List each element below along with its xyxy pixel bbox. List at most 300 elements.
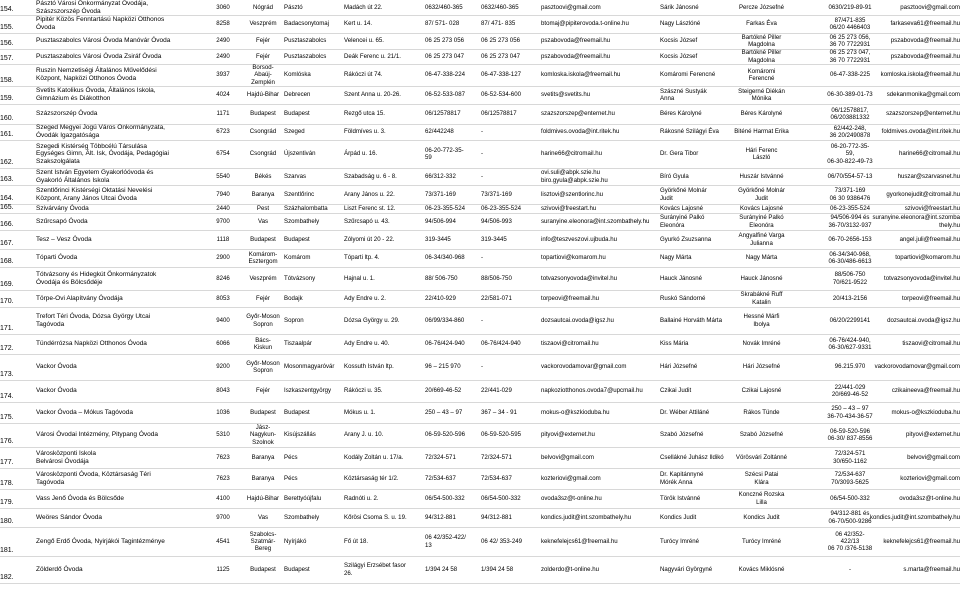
contact-phone-cell: 06/54-500-332	[830, 494, 870, 502]
institution-name-cell: Szent István Egyetem Gyakorlóóvoda és Gyakorló Általános Iskola	[36, 168, 154, 184]
street-address-cell: Velencei u. 65.	[344, 37, 384, 45]
email-cell: lisztovi@szentlorinc.hu	[541, 190, 604, 198]
county-cell: Budapest	[250, 565, 276, 573]
fax-cell: 367 – 34 - 91	[481, 408, 517, 416]
phone-cell: 73/371-169	[425, 190, 456, 198]
email-cell: mokus-o@kszkioduba.hu	[541, 408, 610, 416]
town-cell: Sopron	[284, 316, 304, 324]
contact-phone-cell: 06-34/340-968, 06-30/486-6613	[828, 250, 872, 265]
postal-code-cell: 8246	[216, 274, 230, 282]
town-cell: Budapest	[284, 565, 310, 573]
contact-phone-cell: 06-59-520-596 06-30/ 837-8556	[827, 427, 873, 442]
fax-cell: 22/581-071	[481, 294, 512, 302]
contact-email-cell: topartiovi@komarom.hu	[895, 254, 960, 262]
contact-email-cell: suranyine.eleonora@int.szomba thely.hu	[872, 214, 960, 229]
table-row	[0, 489, 960, 509]
street-address-cell: Deák Ferenc u. 21/1.	[344, 52, 401, 60]
fax-cell: 94/506-993	[481, 217, 512, 225]
table-row	[0, 49, 960, 65]
contact-email-cell: czikaineeva@freemail.hu	[891, 387, 960, 395]
postal-code-cell: 5310	[216, 431, 230, 439]
institution-name-cell: Svetits Katolikus Óvoda, Általános Iskola, Gimnázium és Diákotthon	[36, 87, 156, 102]
contact-email-cell: totvazsonyovoda@invitel.hu	[884, 274, 960, 282]
email-cell: zolderdo@t-online.hu	[541, 565, 600, 573]
contact-name-cell: Percze Józsefné	[738, 3, 785, 11]
director-cell: Dr. Kapitánnyné Mórék Anna	[660, 471, 704, 486]
phone-cell: 06-23-355-524	[425, 204, 465, 212]
row-number-cell: 172.	[0, 344, 14, 352]
contact-phone-cell: 94/506-994 és 36-70/3132-937	[828, 214, 872, 229]
institution-name-cell: Városi Óvodai Intézmény, Pitypang Óvoda	[36, 431, 158, 439]
town-cell: Komárom	[284, 254, 311, 262]
contact-email-cell: keknefelejcs61@freemail.hu	[883, 537, 960, 545]
fax-cell: 319-3445	[481, 235, 507, 243]
postal-code-cell: 6723	[216, 128, 230, 136]
street-address-cell: Madách út 22.	[344, 3, 383, 11]
town-cell: Pécs	[284, 474, 298, 482]
contact-email-cell: kozteriovi@gmail.com	[900, 474, 960, 482]
institution-name-cell: Vass Jenő Óvoda és Bölcsőde	[36, 494, 125, 502]
street-address-cell: Árpád u. 16.	[344, 150, 378, 158]
postal-code-cell: 7940	[216, 190, 230, 198]
town-cell: Bodajk	[284, 294, 303, 302]
row-number-cell: 158.	[0, 76, 14, 84]
town-cell: Pusztaszabolcs	[284, 37, 327, 45]
table-row	[0, 33, 960, 50]
row-number-cell: 180.	[0, 517, 14, 525]
town-cell: Százhalombatta	[284, 204, 328, 212]
email-cell: harine66@citromail.hu	[541, 150, 603, 158]
contact-phone-cell: 94/312-881 és 06-70/500-9286	[828, 510, 872, 525]
contact-email-cell: belvovi@gmail.com	[907, 453, 960, 461]
county-cell: Győr-Moson Sopron	[246, 313, 280, 328]
contact-phone-cell: 06-76/424-940, 06-30/627-9331	[828, 336, 872, 351]
institution-name-cell: Vackor Óvoda – Mókus Tagóvoda	[36, 408, 133, 416]
county-cell: Pest	[256, 204, 270, 212]
director-cell: Kocsis József	[660, 52, 698, 60]
street-address-cell: Radnóti u. 2.	[344, 494, 379, 502]
phone-cell: 62/442248	[425, 128, 454, 136]
fax-cell: -	[481, 316, 484, 324]
table-row	[0, 249, 960, 268]
fax-cell: -	[481, 150, 484, 158]
fax-cell: -	[481, 254, 484, 262]
contact-email-cell: gyorkonejudit@citromail.hu	[886, 190, 960, 198]
row-number-cell: 160.	[0, 114, 14, 122]
contact-phone-cell: 96.215.970	[834, 363, 866, 371]
postal-code-cell: 3937	[216, 71, 230, 79]
street-address-cell: Rezgő utca 15.	[344, 110, 385, 118]
contact-name-cell: Bartókné Piller Magdolna	[741, 49, 782, 64]
contact-name-cell: Vörösvári Zoltánné	[735, 453, 788, 461]
postal-code-cell: 2490	[216, 37, 230, 45]
contact-name-cell: Novák Imréné	[742, 340, 781, 348]
postal-code-cell: 9400	[216, 316, 230, 324]
fax-cell: 88/506-750	[481, 274, 512, 282]
row-number-cell: 174.	[0, 392, 14, 400]
institution-name-cell: Weöres Sándor Óvoda	[36, 513, 102, 521]
postal-code-cell: 2440	[216, 204, 230, 212]
town-cell: Pécs	[284, 453, 298, 461]
phone-cell: 94/312-881	[425, 513, 456, 521]
phone-cell: 06-59-520-596	[425, 431, 465, 439]
director-cell: Kocsis József	[660, 37, 698, 45]
table-row	[0, 0, 960, 16]
street-address-cell: Liszt Ferenc st. 12.	[344, 204, 396, 212]
postal-code-cell: 8258	[216, 20, 230, 28]
contact-phone-cell: 06-30-389-01-73	[827, 91, 873, 99]
contact-email-cell: foldmives.ovoda@int.ritek.hu	[881, 128, 960, 136]
institution-name-cell: Tündérrózsa Napközi Otthonos Óvoda	[36, 340, 147, 348]
street-address-cell: Dózsa György u. 29.	[344, 316, 400, 324]
contact-phone-cell: 06/12578817, 06/203881332	[830, 106, 870, 121]
institution-name-cell: Szeged Megyei Jogú Város Önkormányzata, Óvodák Igazgatósága	[36, 124, 165, 139]
postal-code-cell: 9200	[216, 363, 230, 371]
row-number-cell: 170.	[0, 297, 14, 305]
table-row	[0, 230, 960, 250]
postal-code-cell: 2490	[216, 52, 230, 60]
institution-name-cell: Tesz – Vesz Óvoda	[36, 235, 92, 243]
street-address-cell: Földmíves u. 3.	[344, 128, 386, 136]
postal-code-cell: 2900	[216, 254, 230, 262]
contact-name-cell: Czikai Lajosné	[741, 387, 782, 395]
contact-name-cell: Huszár Istvánné	[739, 172, 784, 180]
director-cell: Ballainé Horváth Márta	[660, 316, 722, 324]
street-address-cell: Arany J. u. 10.	[344, 431, 384, 439]
street-address-cell: Ady Endre u. 2.	[344, 294, 387, 302]
county-cell: Csongrád	[249, 150, 277, 158]
contact-name-cell: Hauck Jánosné	[740, 274, 783, 282]
contact-phone-cell: -	[848, 565, 852, 573]
phone-cell: 1/394 24 58	[425, 565, 458, 573]
postal-code-cell: 8043	[216, 387, 230, 395]
fax-cell: 06-23-355-524	[481, 204, 521, 212]
table-row	[0, 140, 960, 169]
county-cell: Fejér	[256, 387, 270, 395]
fax-cell: 06 25 273 056	[481, 37, 520, 45]
contact-phone-cell: 72/534-637 70/3093-5625	[831, 471, 869, 486]
street-address-cell: Fő út 18.	[344, 537, 369, 545]
contact-name-cell: Kondics Judit	[743, 513, 780, 521]
county-cell: Veszprém	[249, 20, 277, 28]
town-cell: Szentlőrinc	[284, 190, 315, 198]
contact-phone-cell: 06-23-355-524	[830, 204, 870, 212]
contact-name-cell: Surányiné Palkó Eleonóra	[739, 214, 784, 229]
fax-cell: 73/371-169	[481, 190, 512, 198]
email-cell: tiszaovi@citromail.hu	[541, 340, 599, 348]
email-cell: kozteriovi@gmail.com	[541, 474, 601, 482]
contact-email-cell: szivovi@freestart.hu	[904, 204, 960, 212]
phone-cell: 88/ 506-750	[425, 274, 458, 282]
street-address-cell: Rákóczi u. 35.	[344, 387, 383, 395]
table-row	[0, 447, 960, 469]
contact-email-cell: angel.juli@freemail.hu	[899, 235, 960, 243]
postal-code-cell: 1171	[216, 110, 230, 118]
email-cell: pasztoovi@gmail.com	[541, 3, 601, 11]
county-cell: Baranya	[251, 453, 275, 461]
institution-name-cell: Szűrcsapó Óvoda	[36, 217, 88, 225]
street-address-cell: Hajnal u. 1.	[344, 274, 375, 282]
institution-name-cell: Törpe-Ovi Alapítvány Óvodája	[36, 294, 123, 302]
contact-phone-cell: 06-20-772-35- 59, 06-30-822-49-73	[827, 143, 873, 165]
director-cell: Györkőné Molnár Judit	[660, 187, 707, 202]
contact-phone-cell: 87/471-835 06/20 4466403	[829, 16, 871, 31]
contact-name-cell: Nagy Márta	[745, 254, 778, 262]
phone-cell: 72/324-571	[425, 453, 456, 461]
contact-name-cell: Bartókné Piller Magdolna	[741, 33, 782, 48]
county-cell: Vas	[257, 513, 269, 521]
fax-cell: 06-59-520-595	[481, 431, 521, 439]
email-cell: svetits@svetits.hu	[541, 91, 591, 99]
director-cell: Hauck Jánosné	[660, 274, 703, 282]
institution-name-cell: Vackor Óvoda	[36, 363, 77, 371]
table-row	[0, 423, 960, 448]
street-address-cell: Mókus u. 1.	[344, 408, 376, 416]
postal-code-cell: 4100	[216, 494, 230, 502]
email-cell: foldmives.ovoda@int.ritek.hu	[541, 128, 620, 136]
fax-cell: 22/441-029	[481, 387, 512, 395]
row-number-cell: 177.	[0, 458, 14, 466]
table-row	[0, 185, 960, 205]
town-cell: Badacsonytomaj	[284, 20, 330, 28]
table-row	[0, 290, 960, 308]
street-address-cell: Kodály Zoltán u. 17/a.	[344, 453, 404, 461]
contact-phone-cell: 06 25 273 047, 36 70 7722931	[829, 49, 871, 64]
postal-code-cell: 1036	[216, 408, 230, 416]
row-number-cell: 175.	[0, 413, 14, 421]
street-address-cell: Szent Anna u. 20-26.	[344, 91, 401, 99]
postal-code-cell: 8053	[216, 294, 230, 302]
table-row	[0, 468, 960, 490]
email-cell: btomaj@pipiterovoda.t-online.hu	[541, 20, 629, 28]
contact-phone-cell: 20/413-2156	[832, 294, 868, 302]
phone-cell: 06-47-338-224	[425, 71, 465, 79]
contact-email-cell: torpeovi@freemail.hu	[901, 294, 960, 302]
fax-cell: 94/312-881	[481, 513, 512, 521]
institution-name-cell: Pusztaszabolcs Városi Óvoda Zsiráf Óvoda	[36, 52, 162, 60]
county-cell: Borsod- Abaúj- Zemplén	[251, 64, 275, 86]
contact-email-cell: pityovi@externet.hu	[906, 431, 960, 439]
contact-name-cell: Györkőné Molnár Judit	[738, 187, 785, 202]
table-row	[0, 267, 960, 291]
contact-phone-cell: 06/70/554-57-13	[827, 172, 873, 180]
institution-name-cell: Városközponti Óvoda, Köztársaság Téri Tagóvoda	[36, 470, 151, 486]
director-cell: Sárik Jánosné	[660, 3, 699, 11]
row-number-cell: 167.	[0, 239, 14, 247]
fax-cell: 06 25 273 047	[481, 52, 520, 60]
contact-phone-cell: 88/506-750 70/621-9522	[832, 271, 868, 286]
table-row	[0, 104, 960, 125]
fax-cell: 06/54-500-332	[481, 494, 521, 502]
contact-name-cell: Rákos Tünde	[743, 408, 780, 416]
email-cell: suranyine.eleonora@int.szombathely.hu	[541, 217, 650, 225]
email-cell: ovoda3sz@t-online.hu	[541, 494, 602, 502]
director-cell: Kondics Judit	[660, 513, 697, 521]
institution-name-cell: Tóparti Óvoda	[36, 254, 78, 262]
institution-name-cell: Pipitér Közös Fenntartású Napközi Otthonos Óvoda	[36, 16, 165, 31]
postal-code-cell: 9700	[216, 513, 230, 521]
email-cell: keknefelejcs61@freemail.hu	[541, 537, 618, 545]
contact-phone-cell: 72/324-571 30/650-1162	[833, 450, 867, 465]
town-cell: Szombathely	[284, 217, 320, 225]
institution-name-cell: Tótvázsony és Hidegkút Önkormányzatok Óvodája és Bölcsődéje	[36, 270, 157, 286]
row-number-cell: 179.	[0, 498, 14, 506]
phone-cell: 06 25 273 047	[425, 52, 464, 60]
director-cell: Bíró Gyula	[660, 172, 689, 180]
phone-cell: 06 25 273 056	[425, 37, 464, 45]
email-cell: ovi.suli@abpk.szie.hu biro.gyula@abpk.szie.hu	[541, 169, 608, 184]
row-number-cell: 178.	[0, 479, 14, 487]
table-row	[0, 508, 960, 528]
director-cell: Nagy Lászlóné	[660, 20, 701, 28]
contact-phone-cell: 62/442-248, 36 20/2490878	[829, 124, 871, 139]
row-number-cell: 166.	[0, 220, 14, 228]
contact-phone-cell: 06/20/2299141	[829, 316, 871, 324]
row-number-cell: 163.	[0, 175, 14, 183]
phone-cell: 06/99/334-860	[425, 316, 465, 324]
phone-cell: 06 42/352-422/ 13	[425, 534, 466, 549]
email-cell: topartiovi@komarom.hu	[541, 254, 606, 262]
contact-email-cell: mokus-o@kszkioduba.hu	[891, 408, 960, 416]
fax-cell: 87/ 471- 835	[481, 20, 516, 28]
institution-name-cell: Városközponti Iskola Belvárosi Óvodája	[36, 449, 96, 465]
contact-name-cell: Biténé Harmat Erika	[734, 128, 789, 136]
director-cell: Rákosné Szilágyi Éva	[660, 128, 719, 136]
town-cell: Budapest	[284, 235, 310, 243]
county-cell: Békés	[254, 172, 272, 180]
contact-phone-cell: 06 42/352- 422/13 06 70 /376-5138	[827, 530, 873, 553]
email-cell: torpeovi@freemail.hu	[541, 294, 600, 302]
table-row	[0, 380, 960, 403]
email-cell: szivovi@freestart.hu	[541, 204, 597, 212]
phone-cell: 06/54-500-332	[425, 494, 465, 502]
institution-name-cell: Vackor Óvoda	[36, 387, 77, 395]
row-number-cell: 181.	[0, 546, 14, 554]
street-address-cell: Rákóczi út 74.	[344, 71, 383, 79]
county-cell: Fejér	[256, 52, 270, 60]
town-cell: Pásztó	[284, 3, 303, 11]
director-cell: Szabó Józsefné	[660, 431, 704, 439]
email-cell: szazszorszep@enternet.hu	[541, 110, 615, 118]
table-row	[0, 556, 960, 584]
contact-phone-cell: 73/371-169 06 30 9386476	[829, 187, 871, 202]
town-cell: Berettyóújfalu	[284, 494, 322, 502]
director-cell: Béres Károlyné	[660, 110, 702, 118]
street-address-cell: Kossuth István ltp.	[344, 363, 394, 371]
county-cell: Baranya	[251, 190, 275, 198]
contact-name-cell: Angyalfiné Varga Julianna	[738, 232, 785, 247]
town-cell: Újszentiván	[284, 150, 316, 158]
phone-cell: 22/410-929	[425, 294, 456, 302]
contact-name-cell: Szabó Józsefné	[739, 431, 784, 439]
institution-name-cell: Szentlőrinci Kistérségi Oktatási Nevelési Központ, Arany János Utcai Óvoda	[36, 186, 153, 202]
phone-cell: 06-52-533-087	[425, 91, 465, 99]
county-cell: Fejér	[256, 294, 270, 302]
director-cell: Gyurkó Zsuzsanna	[660, 235, 712, 243]
contact-email-cell: vackorovodamovar@gmail.com	[874, 363, 960, 371]
fax-cell: 06-76/424-940	[481, 340, 521, 348]
contact-email-cell: kondics.judit@int.szombathely.hu	[870, 513, 960, 521]
fax-cell: -	[481, 363, 484, 371]
table-row	[0, 402, 960, 424]
institution-name-cell: Trefort Téri Óvoda, Dózsa György Utcai Tagóvoda	[36, 312, 151, 328]
phone-cell: 06-34/340-968	[425, 254, 465, 262]
director-cell: Komáromi Ferencné	[660, 71, 716, 79]
email-cell: belvovi@gmail.com	[541, 453, 594, 461]
contact-email-cell: pasztoovi@gmail.com	[900, 3, 960, 11]
phone-cell: 0632/460-365	[425, 3, 463, 11]
institution-name-cell: Ruszin Nemzetiségi Általános Művelődési Központ, Napközi Otthonos Óvoda	[36, 67, 157, 82]
row-number-cell: 169.	[0, 280, 14, 288]
contact-name-cell: Turócy Imréné	[741, 537, 782, 545]
contact-email-cell: pszabovoda@freemail.hu	[890, 37, 960, 45]
fax-cell: 06 42/ 353-249	[481, 537, 522, 545]
town-cell: Iszkaszentgyörgy	[284, 387, 332, 395]
row-number-cell: 173.	[0, 370, 14, 378]
institution-name-cell: Szegedi Kistérség Többcélú Társulása Egységes Gimn, Ált. Isk, Óvodája, Pedagógiai Szakszolgálata	[36, 142, 169, 165]
county-cell: Baranya	[251, 474, 275, 482]
row-number-cell: 154.	[0, 5, 14, 13]
contact-email-cell: tiszaovi@citromail.hu	[902, 340, 960, 348]
contact-name-cell: Konczné Rozska Lilla	[738, 491, 785, 506]
county-cell: Győr-Moson Sopron	[246, 359, 280, 374]
contact-name-cell: Farkas Éva	[746, 20, 777, 28]
postal-code-cell: 7623	[216, 474, 230, 482]
contact-phone-cell: 250 – 43 – 97 36-70-434-36-57	[827, 405, 873, 420]
phone-cell: 06-20-772-35- 59	[425, 146, 464, 161]
director-cell: Nagy Márta	[660, 254, 692, 262]
town-cell: Kisújszállás	[284, 431, 316, 439]
town-cell: Budapest	[284, 408, 310, 416]
town-cell: Szombathely	[284, 513, 320, 521]
contact-phone-cell: 06 25 273 056, 36 70 7722931	[829, 33, 871, 48]
street-address-cell: Szűrcsapó u. 43.	[344, 217, 390, 225]
email-cell: napkoziotthonos.ovoda7@upcmail.hu	[541, 387, 643, 395]
row-number-cell: 159.	[0, 94, 14, 102]
contact-name-cell: Szécsi Patai Klára	[744, 471, 779, 486]
county-cell: Fejér	[256, 37, 270, 45]
fax-cell: -	[481, 128, 484, 136]
email-cell: pszabovoda@freemail.hu	[541, 37, 611, 45]
row-number-cell: 156.	[0, 39, 14, 47]
county-cell: Csongrád	[249, 128, 277, 136]
county-cell: Bács- Kiskun	[253, 336, 273, 351]
fax-cell: 06/12578817	[481, 110, 517, 118]
town-cell: Debrecen	[284, 91, 311, 99]
contact-email-cell: farkaseva61@freemail.hu	[890, 20, 960, 28]
street-address-cell: Ady Endre u. 40.	[344, 340, 390, 348]
postal-code-cell: 9700	[216, 217, 230, 225]
contact-name-cell: Kovács Lajosné	[739, 204, 784, 212]
county-cell: Nógrád	[253, 3, 273, 11]
postal-code-cell: 3060	[216, 3, 230, 11]
county-cell: Veszprém	[249, 274, 277, 282]
county-cell: Jász- Nagykun- Szolnok	[249, 424, 277, 446]
postal-code-cell: 1118	[216, 235, 230, 243]
town-cell: Tiszaalpár	[284, 340, 312, 348]
town-cell: Szarvas	[284, 172, 307, 180]
town-cell: Pusztaszabolcs	[284, 52, 327, 60]
director-cell: Dr. Gera Tibor	[660, 150, 699, 158]
table-row	[0, 334, 960, 355]
table-row	[0, 354, 960, 381]
contact-phone-cell: 06-70-2656-153	[828, 235, 872, 243]
email-cell: dozsautcai.ovoda@igsz.hu	[541, 316, 614, 324]
phone-cell: 06-76/424-940	[425, 340, 465, 348]
contact-name-cell: Komáromi Ferencné	[747, 67, 776, 82]
contact-name-cell: Steigerné Diékán Mónika	[738, 87, 785, 102]
fax-cell: 72/324-571	[481, 453, 512, 461]
